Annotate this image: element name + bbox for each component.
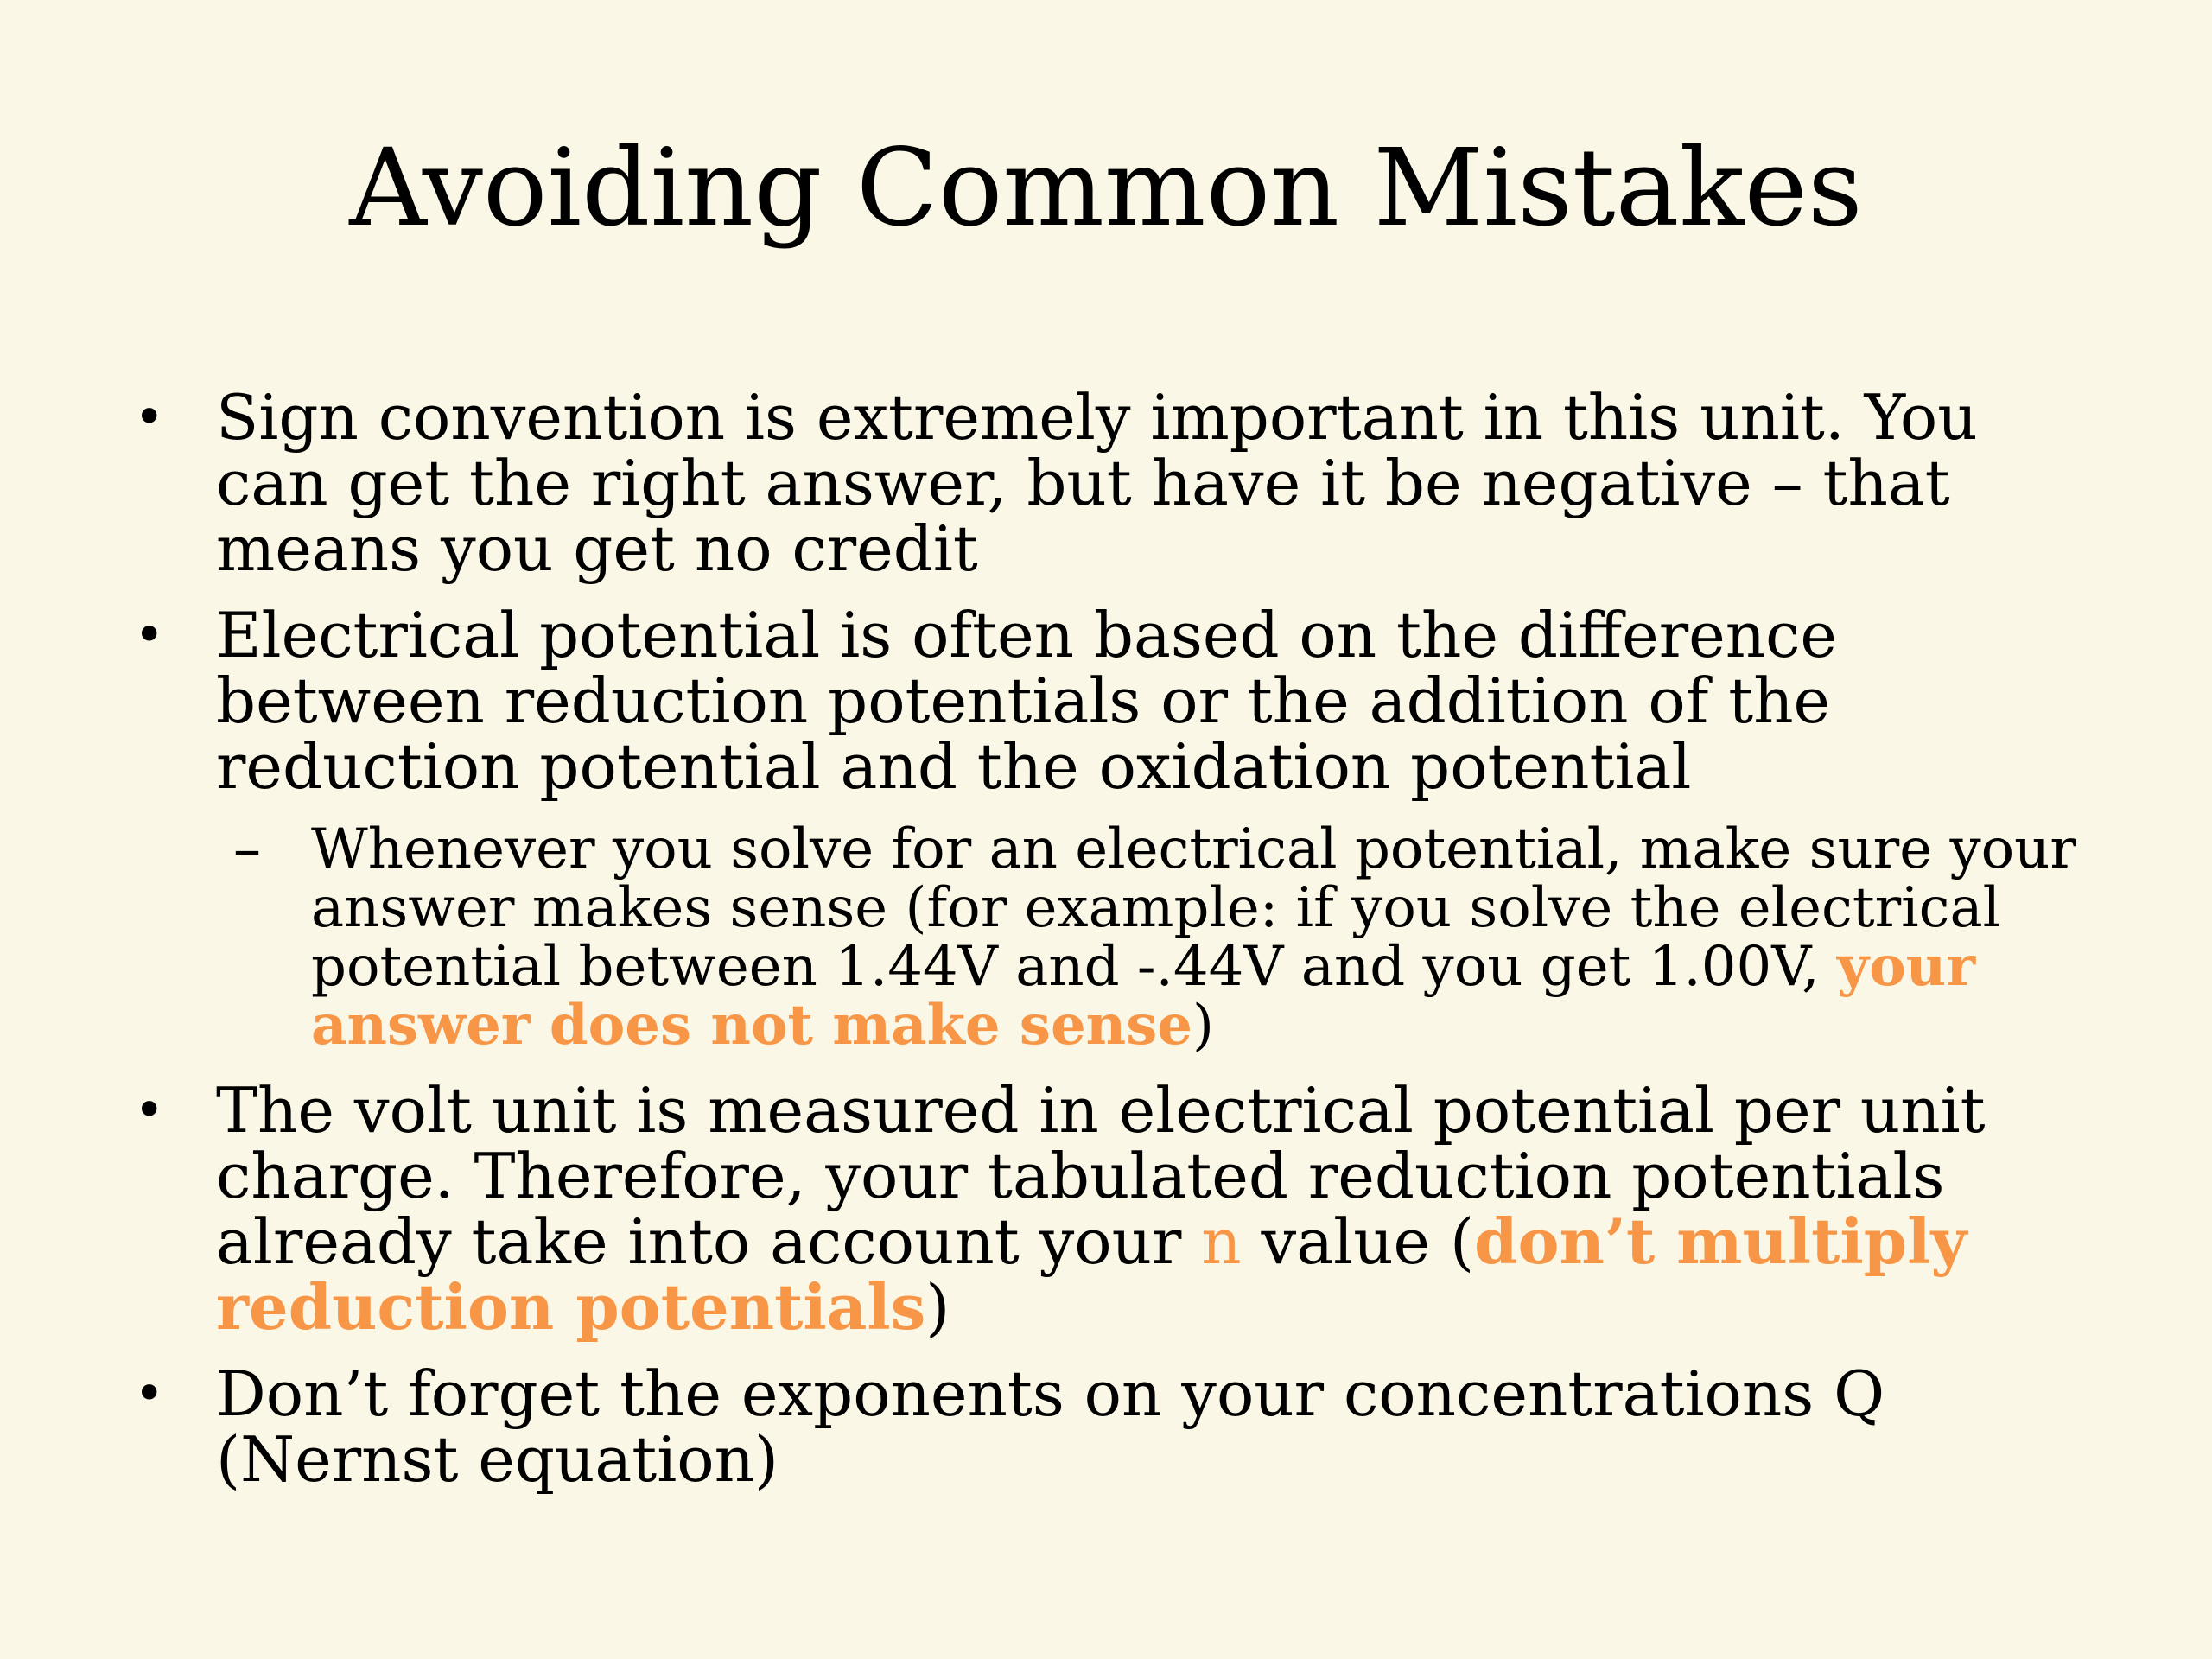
highlight-text: your answer does not make sense xyxy=(311,934,1976,1058)
bullet-text: The volt unit is measured in electrical potential per unit charge. Therefore, your tabulated reduction potentials already take into account your xyxy=(216,1074,1986,1278)
slide-title: Avoiding Common Mistakes xyxy=(349,126,1863,251)
bullet-text: Sign convention is extremely important in this unit. You can get the right answer, but have it be negative – that means you get no credit xyxy=(216,381,1978,585)
bullet-text: Electrical potential is often based on the difference between reduction potentials or the addition of the reduction potential and the oxidation potential xyxy=(216,599,1838,803)
bullet-text-end: ) xyxy=(925,1271,950,1344)
bullet-item-electrical-potential xyxy=(125,599,2104,803)
bullet-text-middle: value ( xyxy=(1241,1205,1475,1278)
bullet-glyph: • xyxy=(134,605,165,665)
highlight-n: n xyxy=(1201,1205,1242,1278)
bullet-item-exponents xyxy=(125,1357,2104,1496)
bullet-list xyxy=(125,381,2104,1513)
dash-glyph: – xyxy=(233,817,261,881)
bullet-item-sign-convention xyxy=(125,381,2104,585)
bullet-glyph: • xyxy=(134,1080,165,1141)
bullet-item-volt-unit xyxy=(125,1074,2104,1344)
bullet-glyph: • xyxy=(134,1363,165,1424)
highlight-text: don’t multiply reduction potentials xyxy=(216,1205,1967,1344)
bullet-glyph: • xyxy=(134,387,165,448)
bullet-text: Don’t forget the exponents on your concentrations Q (Nernst equation) xyxy=(216,1357,1885,1496)
sub-bullet-text: Whenever you solve for an electrical potential, make sure your answer makes sense (for example: if you solve the electrical potential between 1.44V and -.44V and you get 1.00V, xyxy=(311,817,2076,999)
sub-bullet-sense-check xyxy=(125,817,2104,1058)
sub-bullet-text-end: ) xyxy=(1192,994,1214,1058)
